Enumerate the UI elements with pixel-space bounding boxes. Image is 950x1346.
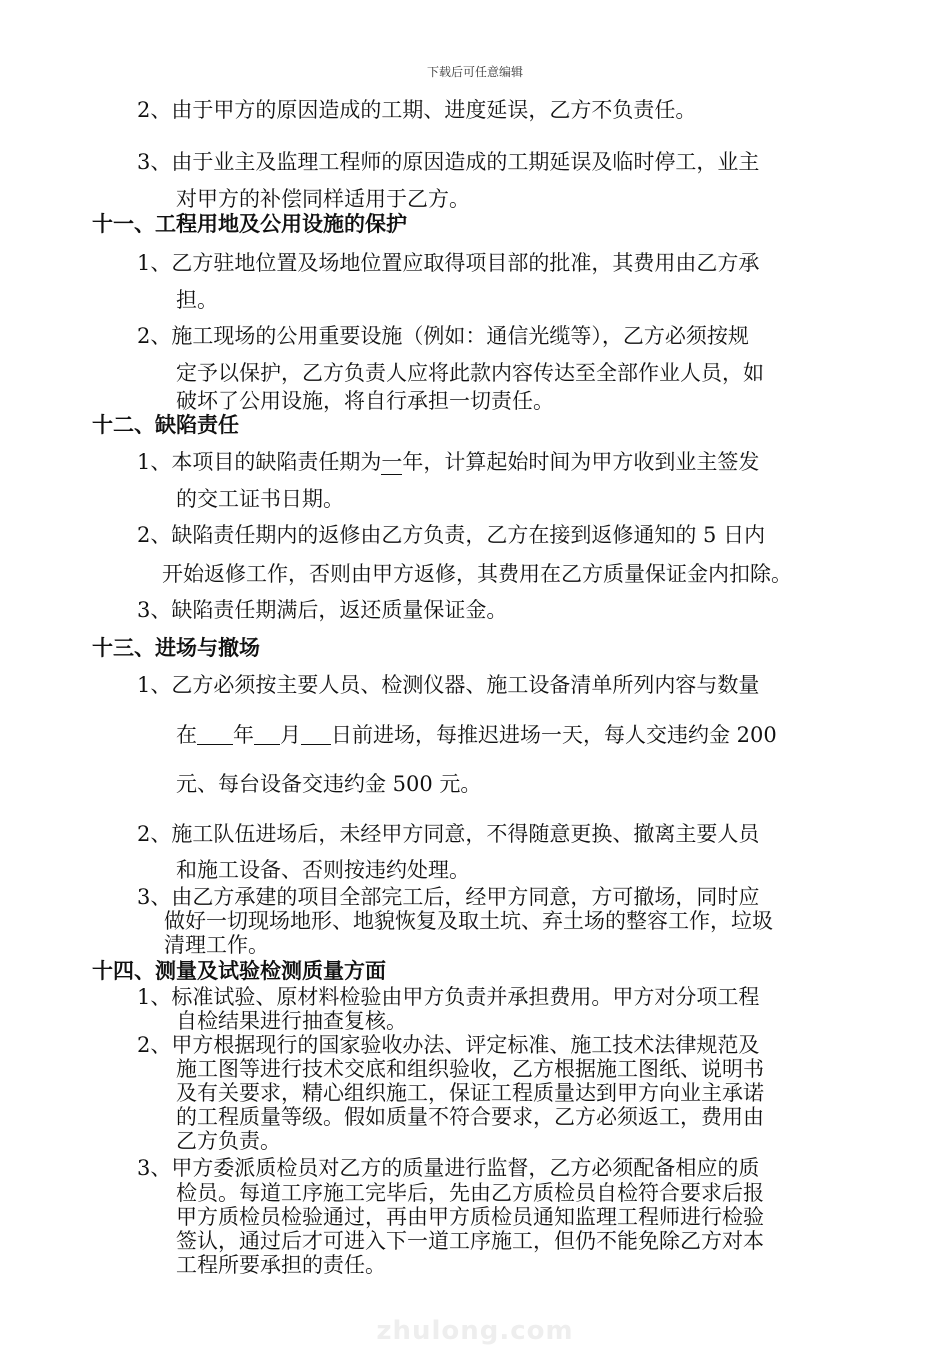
clause-13-1-text-d: 日前进场，每推迟进场一天，每人交违约金 200 bbox=[331, 723, 777, 747]
clause-12-1-line2: 的交工证书日期。 bbox=[176, 487, 344, 511]
clause-10-3-line1: 3、由于业主及监理工程师的原因造成的工期延误及临时停工，业主 bbox=[137, 150, 760, 174]
clause-12-1-line1 bbox=[137, 449, 759, 475]
clause-14-3-line4: 签认，通过后才可进入下一道工序施工，但仍不能免除乙方对本 bbox=[176, 1229, 764, 1253]
clause-14-3-line2: 检员。每道工序施工完毕后，先由乙方质检员自检符合要求后报 bbox=[176, 1181, 764, 1205]
clause-11-1-line1: 1、乙方驻地位置及场地位置应取得项目部的批准，其费用由乙方承 bbox=[137, 251, 760, 275]
clause-13-2-line1: 2、施工队伍进场后，未经甲方同意，不得随意更换、撤离主要人员 bbox=[137, 822, 760, 846]
day-blank bbox=[301, 724, 331, 745]
clause-10-3-line2: 对甲方的补偿同样适用于乙方。 bbox=[176, 187, 470, 211]
clause-13-1-line2 bbox=[176, 722, 777, 748]
clause-10-2: 2、由于甲方的原因造成的工期、进度延误，乙方不负责任。 bbox=[137, 98, 697, 122]
clause-14-3-line5: 工程所要承担的责任。 bbox=[176, 1253, 386, 1277]
clause-12-3: 3、缺陷责任期满后，返还质量保证金。 bbox=[137, 598, 508, 622]
clause-14-3-line1: 3、甲方委派质检员对乙方的质量进行监督，乙方必须配备相应的质 bbox=[137, 1156, 760, 1180]
clause-12-2-line1: 2、缺陷责任期内的返修由乙方负责，乙方在接到返修通知的 5 日内 bbox=[137, 523, 766, 547]
clause-11-2-line1: 2、施工现场的公用重要设施（例如：通信光缆等），乙方必须按规 bbox=[137, 324, 749, 348]
clause-13-1-text-a: 在 bbox=[176, 723, 197, 747]
watermark: zhulong.com bbox=[376, 1316, 574, 1346]
clause-14-2-line1: 2、甲方根据现行的国家验收办法、评定标准、施工技术法律规范及 bbox=[137, 1033, 760, 1057]
clause-14-2-line2: 施工图等进行技术交底和组织验收，乙方根据施工图纸、说明书 bbox=[176, 1057, 764, 1081]
clause-14-1-line1: 1、标准试验、原材料检验由甲方负责并承担费用。甲方对分项工程 bbox=[137, 985, 760, 1009]
page-header: 下载后可任意编辑 bbox=[426, 65, 523, 79]
clause-11-2-line3: 破坏了公用设施，将自行承担一切责任。 bbox=[176, 389, 554, 413]
section-11-heading: 十一、工程用地及公用设施的保护 bbox=[92, 211, 407, 236]
clause-12-1-text-c: 年，计算起始时间为甲方收到业主签发 bbox=[402, 450, 760, 474]
year-blank bbox=[197, 724, 233, 745]
clause-14-2-line4: 的工程质量等级。假如质量不符合要求，乙方必须返工，费用由 bbox=[176, 1105, 764, 1129]
section-14-heading: 十四、测量及试验检测质量方面 bbox=[92, 958, 386, 983]
clause-13-1-line1: 1、乙方必须按主要人员、检测仪器、施工设备清单所列内容与数量 bbox=[137, 673, 760, 697]
clause-12-2-line2: 开始返修工作，否则由甲方返修，其费用在乙方质量保证金内扣除。 bbox=[162, 562, 792, 586]
clause-11-2-line2: 定予以保护，乙方负责人应将此款内容传达至全部作业人员，如 bbox=[176, 361, 764, 385]
defect-period-value: 一 bbox=[381, 450, 403, 474]
clause-14-1-line2: 自检结果进行抽查复核。 bbox=[176, 1009, 407, 1033]
section-12-heading: 十二、缺陷责任 bbox=[92, 412, 239, 437]
month-blank bbox=[254, 724, 280, 745]
section-13-heading: 十三、进场与撤场 bbox=[92, 635, 260, 660]
clause-13-1-line3: 元、每台设备交违约金 500 元。 bbox=[176, 772, 482, 796]
clause-13-1-text-c: 月 bbox=[280, 723, 301, 747]
clause-11-1-line2: 担。 bbox=[176, 288, 218, 312]
clause-13-3-line2: 做好一切现场地形、地貌恢复及取土坑、弃土场的整容工作，垃圾 bbox=[164, 909, 773, 933]
clause-13-2-line2: 和施工设备、否则按违约处理。 bbox=[176, 858, 470, 882]
clause-12-1-text-a: 1、本项目的缺陷责任期为 bbox=[137, 450, 382, 474]
clause-13-3-line1: 3、由乙方承建的项目全部完工后，经甲方同意，方可撤场，同时应 bbox=[137, 885, 760, 909]
clause-14-2-line3: 及有关要求，精心组织施工，保证工程质量达到甲方向业主承诺 bbox=[176, 1081, 764, 1105]
clause-13-3-line3: 清理工作。 bbox=[164, 933, 269, 957]
clause-13-1-text-b: 年 bbox=[233, 723, 254, 747]
clause-14-2-line5: 乙方负责。 bbox=[176, 1129, 281, 1153]
clause-14-3-line3: 甲方质检员检验通过，再由甲方质检员通知监理工程师进行检验 bbox=[176, 1205, 764, 1229]
